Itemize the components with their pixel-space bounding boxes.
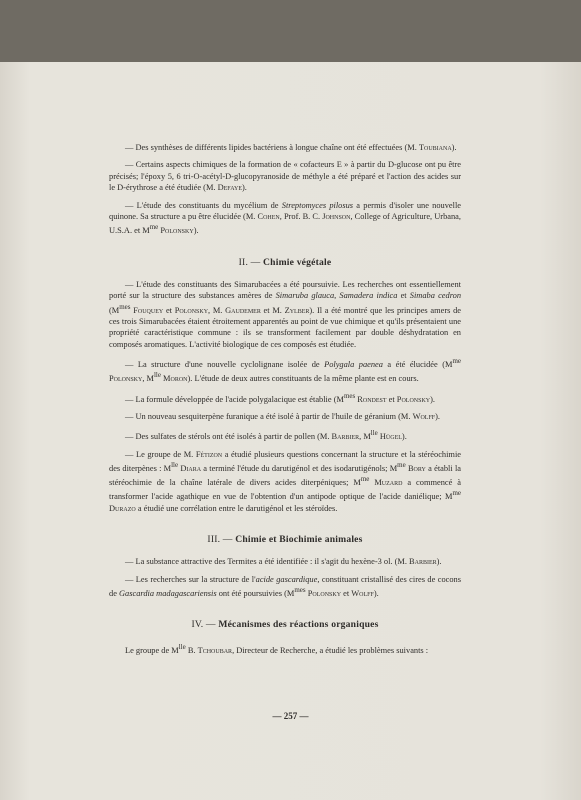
author-name: Polonsky [174,305,209,315]
author-name: Barbier [331,432,360,442]
author-name: Polonsky [160,226,194,236]
author-name: Wolff [412,411,436,421]
author-name: Hügel [379,432,402,442]
species-name: Polygala paenea [324,360,383,370]
paragraph-termites: — La substance attractive des Termites a été identifiée : il s'agit du hexène-3 ol. (M. Barbier). [125,557,442,567]
author-name: Wolff [351,588,374,598]
species-name: Gascardia madagascariensis [119,588,217,598]
author-name: Fétizon [195,449,223,459]
author-name: Diara [180,463,202,473]
author-name: Zylber [284,305,310,315]
author-name: Toubiana [418,143,452,152]
paragraph-acide-polygalacique: — La formule développée de l'acide polygalacique est établie ($M^{mes}$ Rondest et Polonsky). [125,391,436,404]
paragraph-streptomyces: — L'étude des constituants du mycélium de Streptomyces pilosus a permis d'isoler une nouvelle quinone. Sa structure a pu être élucidée (M. Cohen, Prof. B. C. Johnson, College of Agriculture, Urbana, U.S.A. et $M^{me}$ Polonsky). [109,200,461,236]
author-name: Rondest [357,394,387,404]
section-heading-chimie-biochimie-animales: III. — Chimie et Biochimie animales [207,533,363,545]
author-name: Tchoubar [197,645,233,655]
author-name: Moron [163,374,188,384]
compound-name: acide gascardique [255,574,318,584]
author-name: Fouquey [133,305,164,315]
paragraph-sesquiterpene: — Un nouveau sesquiterpène furanique a été isolé à partir de l'huile de géranium (M. Wolff). [125,411,441,421]
section-heading-mecanismes-reactions: IV. — Mécanismes des réactions organiques [191,619,379,631]
author-name: Defaye [217,183,242,193]
author-name: Barbier [409,557,437,567]
author-name: Polonsky [109,374,143,384]
author-name: Johnson [322,212,351,222]
species-name: Simaba cedron [409,291,462,301]
author-name: Polonsky [396,394,431,404]
author-name: Durazo [109,503,136,513]
species-name: Simaruba glauca [275,291,335,301]
paragraph-groupe-tchoubar: Le groupe de $M^{lle}$ B. Tchoubar, Directeur de Recherche, a étudié les problèmes suivants : [125,642,429,655]
paragraph-cofactors: — Certains aspects chimiques de la formation de « cofacteurs E » à partir du D-glucose ont pu être précisés; l'époxy 5, 6 tri-O-acétyl-D-glucopyranoside de méthyle a été préparé et l'action des acides sur le D-érythrose a été étudiée (M. Defaye). [109,160,461,193]
author-name: Bory [407,463,426,473]
paragraph-lipid-synthesis: — Des synthèses de différents lipides bactériens à longue chaîne ont été effectuées (M. Toubiana). [125,143,457,152]
author-name: Cohen [257,212,280,222]
paragraph-diterpenes: — Le groupe de M. Fétizon a étudié plusieurs questions concernant la structure et la stéréochimie des diterpènes : $M^{lle}$ Diara a terminé l'étude du darutigénol et des isodarutigénols; $M^{me}$ Bory a établi la stéréochimie de la chaîne latérale de divers acides diterpéniques; $M^{me}$ Muzard a commencé à transformer l'acide agathique en vue de l'obtention d'un antipode optique de l'acide daniélique; $M^{me}$ Durazo a étudié une corrélation entre le darutigénol et les stéroïdes. [109,449,461,513]
author-name: Muzard [374,477,403,487]
paragraph-acide-gascardique: — Les recherches sur la structure de l'acide gascardique, constituant cristallisé des cires de cocons de Gascardia madagascariensis ont été poursuivies ($M^{mes}$ Polonsky et Wolff). [109,574,461,598]
species-name: Samadera indica [339,291,398,301]
document-page [0,62,581,800]
section-heading-chimie-vegetale: II. — Chimie végétale [238,256,332,268]
page-body [109,142,461,662]
author-name: Polonsky [307,588,342,598]
paragraph-cyclolignane: — La structure d'une nouvelle cyclolignane isolée de Polygala paenea a été élucidée ($M^{me}$ Polonsky, $M^{lle}$ Moron). L'étude de deux autres constituants de la même plante est en cours. [109,357,461,384]
species-name: Streptomyces pilosus [281,200,354,210]
paragraph-simarubacees: — L'étude des constituants des Simarubacées a été poursuivie. Les recherches ont essentiellement porté sur la structure des substances amères de Simaruba glauca, Samadera indica et Simaba cedron ($M^{mes}$ Fouquey et Polonsky, M. Gaudemer et M. Zylber). Il a été montré que les principes amers de ces trois Simarubacées étaient étroitement apparentés au point de vue chimique et qu'ils présentaient une propriété caractéristique commune : ils se transforment facilement par double déshydratation en composés aromatiques. L'activité biologique de ces composés est étudiée. [109,280,462,349]
paragraph-sulfates-sterols: — Des sulfates de stérols ont été isolés à partir de pollen (M. Barbier, $M^{lle}$ Hügel). [125,429,407,442]
author-name: Gaudemer [225,305,261,315]
page-number: — 257 — [272,711,309,721]
